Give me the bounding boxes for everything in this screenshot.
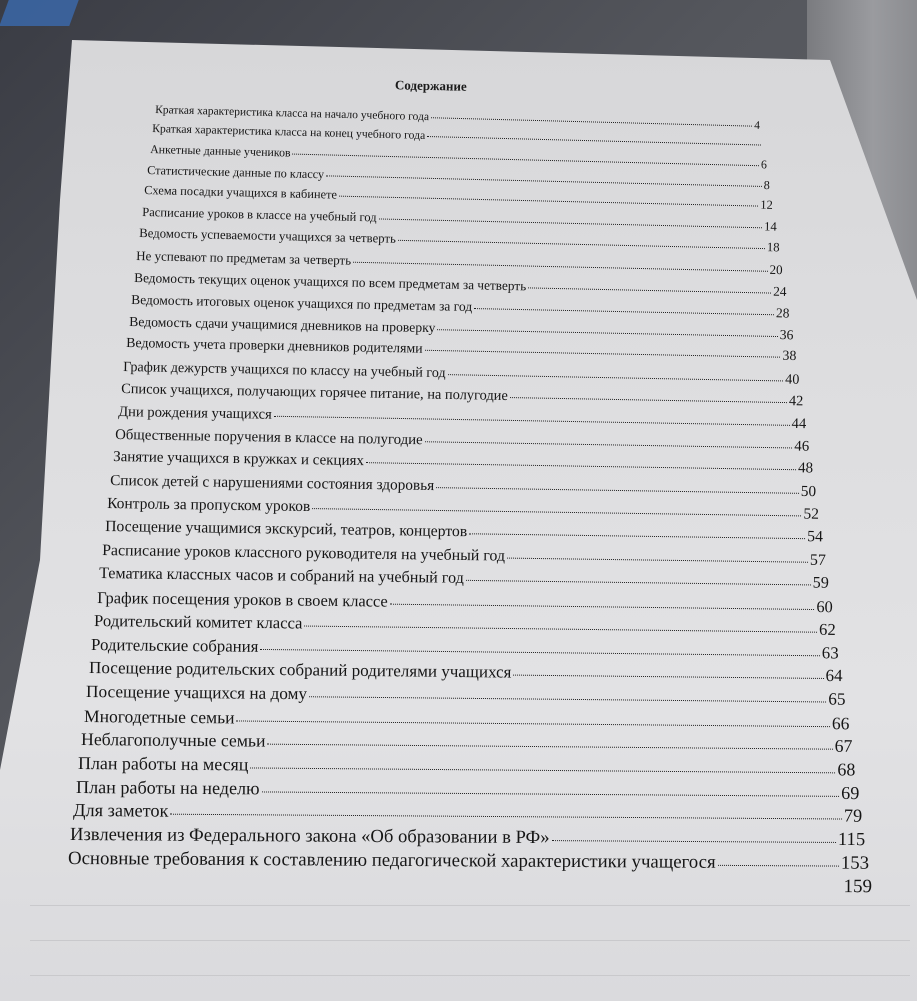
toc-entry	[70, 824, 865, 851]
toc-entry-page: 28	[776, 304, 790, 321]
toc-entry-title: График дежурств учащихся по классу на учебный год	[123, 358, 446, 381]
toc-entry-page: 62	[819, 620, 836, 640]
toc-leader-dots	[509, 396, 786, 403]
toc-entry-title: Извлечения из Федерального закона «Об образовании в РФ»	[70, 824, 550, 849]
toc-entry-title: План работы на неделю	[75, 776, 260, 798]
toc-entry-title: Контроль за пропуском уроков	[107, 495, 311, 516]
toc-entry-title: Родительские собрания	[91, 634, 259, 656]
toc-entry	[76, 777, 859, 804]
toc-entry-page: 52	[803, 505, 820, 524]
toc-leader-dots	[425, 440, 793, 448]
toc-leader-dots	[313, 507, 802, 516]
toc-leader-dots	[425, 349, 781, 358]
toc-entry-title: Не успевают по предметам за четверть	[136, 247, 352, 268]
toc-entry-title: Статистические данные по классу	[147, 162, 325, 181]
toc-entry	[65, 872, 872, 898]
toc-leader-dots	[236, 719, 829, 727]
toc-entry-page: 42	[788, 393, 804, 410]
toc-entry-page: 54	[806, 528, 823, 546]
toc-entry-page: 12	[760, 198, 774, 213]
toc-entry-title: Краткая характеристика класса на конец учебного года	[152, 122, 426, 143]
toc-leader-dots	[507, 556, 808, 562]
toc-leader-dots	[378, 217, 762, 228]
toc-entry-page: 50	[800, 483, 817, 501]
toc-leader-dots	[469, 533, 805, 540]
toc-entry-title: План работы на месяц	[78, 752, 249, 775]
toc-entry-title: График посещения уроков в своем классе	[96, 588, 388, 611]
toc-entry-title: Ведомость итоговых оценок учащихся по предметам за год	[131, 291, 473, 314]
toc-entry-page: 44	[791, 415, 807, 432]
toc-entry-page: 4	[754, 119, 761, 132]
toc-leader-dots	[431, 116, 752, 126]
toc-leader-dots	[436, 486, 799, 494]
toc-leader-dots	[261, 648, 821, 656]
toc-entry	[99, 565, 829, 593]
toc-leader-dots	[389, 603, 814, 610]
toc-entry	[81, 729, 853, 757]
toc-entry-title: Дни рождения учащихся	[117, 403, 272, 423]
toc-entry-title: Неблагополучные семьи	[80, 729, 266, 751]
ruled-line	[30, 975, 910, 976]
toc-entry-page: 46	[794, 438, 810, 455]
toc-entry-page: 6	[760, 157, 767, 172]
toc-entry-page: 38	[782, 348, 797, 365]
toc-leader-dots	[251, 766, 836, 773]
toc-leader-dots	[448, 373, 784, 381]
toc-title: Содержание	[394, 77, 467, 94]
toc-leader-dots	[267, 743, 832, 750]
toc-entry-page: 60	[816, 597, 833, 617]
toc-leader-dots	[292, 153, 758, 167]
toc-entry-page: 79	[843, 805, 863, 827]
toc-entry-page: 20	[769, 261, 784, 277]
toc-entry-page: 63	[822, 643, 840, 663]
toc-leader-dots	[274, 415, 790, 426]
toc-entry-title: Общественные поручения в классе на полугодие	[115, 426, 424, 448]
toc-leader-dots	[466, 579, 811, 586]
ruled-line	[30, 905, 910, 906]
toc-entry-page: 65	[828, 689, 846, 709]
toc-entry-page: 14	[763, 218, 777, 234]
toc-entry-title: Краткая характеристика класса на начало учебного года	[155, 104, 430, 124]
toc-leader-dots	[305, 625, 818, 633]
toc-entry-title: Для заметок	[72, 800, 169, 822]
toc-entry-page: 64	[825, 666, 843, 686]
toc-entry-title: Ведомость текущих оценок учащихся по всем предметам за четверть	[133, 269, 527, 294]
toc-entry	[68, 848, 869, 875]
toc-leader-dots	[513, 674, 823, 679]
toc-entry-title: Расписание уроков классного руководителя на учебный год	[102, 541, 506, 565]
toc-entry-page: 36	[779, 326, 794, 343]
toc-entry-title: Анкетные данные учеников	[149, 142, 291, 160]
toc-leader-dots	[428, 135, 762, 146]
toc-entry-page: 8	[763, 177, 771, 192]
toc-entry-title: Схема посадки учащихся в кабинете	[144, 183, 338, 203]
toc-entry-title: Расписание уроков в классе на учебный год	[141, 204, 377, 225]
toc-leader-dots	[261, 790, 839, 796]
toc-entry-title: Ведомость сдачи учащимися дневников на проверку	[128, 313, 436, 336]
toc-entry-page: 40	[785, 371, 800, 388]
toc-leader-dots	[398, 239, 765, 249]
toc-entry-page: 159	[843, 876, 873, 898]
toc-entry-title: Список детей с нарушениями состояния здоровья	[110, 472, 435, 495]
toc-leader-dots	[528, 286, 771, 293]
toc-entry-title: Список учащихся, получающих горячее питание, на полугодие	[120, 381, 508, 405]
toc-entry	[78, 753, 855, 781]
toc-entry-title: Основные требования к составлению педагогической характеристики учащегося	[67, 848, 716, 873]
toc-entry-page: 66	[831, 712, 850, 733]
toc-entry-page: 18	[766, 240, 780, 255]
toc-leader-dots	[309, 695, 826, 702]
toc-entry	[102, 542, 826, 570]
toc-leader-dots	[366, 462, 796, 471]
toc-leader-dots	[474, 307, 774, 315]
toc-leader-dots	[339, 195, 758, 207]
toc-entry-title: Родительский комитет класса	[94, 611, 303, 633]
toc-leader-dots	[326, 174, 762, 187]
toc-entry-page: 115	[838, 829, 866, 851]
toc-entry-title: Ведомость учета проверки дневников родителями	[125, 336, 423, 357]
toc-entry-title: Ведомость успеваемости учащихся за четверть	[139, 226, 397, 246]
toc-entry-page: 153	[840, 852, 869, 874]
toc-entry-page: 57	[809, 551, 827, 569]
toc-entry	[86, 682, 846, 710]
toc-entry-page: 59	[813, 574, 830, 592]
toc-entry-page: 69	[840, 782, 859, 803]
toc-entry	[73, 800, 862, 827]
toc-leader-dots	[717, 864, 838, 867]
toc-entry-title: Посещение учащихся на дому	[86, 681, 308, 704]
toc-entry-title: Посещение учащимися экскурсий, театров, концертов	[104, 518, 468, 541]
toc-entry-page: 67	[834, 735, 853, 757]
toc-leader-dots	[437, 328, 777, 337]
toc-entry-title: Посещение родительских собраний родителями учащихся	[88, 658, 512, 682]
toc-entry-page: 68	[837, 759, 856, 780]
toc-entry-page: 24	[772, 283, 787, 299]
toc-entry-title: Занятие учащихся в кружках и секциях	[112, 449, 364, 470]
toc-leader-dots	[354, 261, 769, 272]
toc-leader-dots	[170, 813, 842, 820]
toc-entry-title: Тематика классных часов и собраний на учебный год	[99, 564, 465, 587]
toc-entry-title: Многодетные семьи	[83, 705, 235, 727]
ruled-line	[30, 940, 910, 941]
toc-entry-page: 48	[797, 460, 813, 477]
toc-leader-dots	[552, 839, 836, 843]
